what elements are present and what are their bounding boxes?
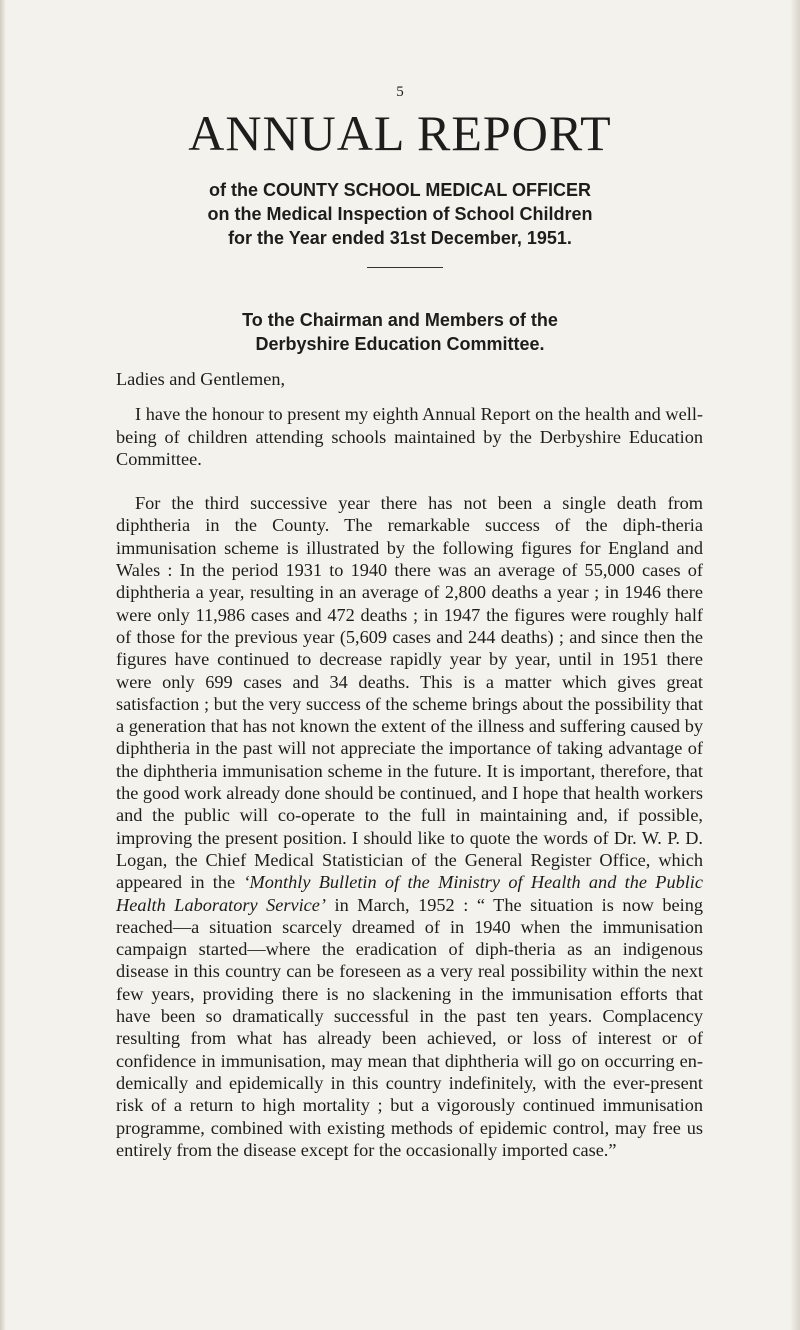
subtitle-line: for the Year ended 31st December, 1951. (228, 228, 572, 248)
paragraph-diphtheria (116, 492, 703, 1161)
page-number: 5 (396, 84, 404, 100)
report-body (116, 368, 703, 1161)
subtitle-line: on the Medical Inspection of School Children (207, 204, 593, 224)
paragraph-introduction: I have the honour to present my eighth Annual Report on the health and well-being of children attending schools maintained by the Derbyshire Education Committee. (116, 404, 703, 469)
salutation: Ladies and Gentlemen, (116, 369, 286, 389)
addressee (0, 308, 800, 356)
publication-title: ‘Monthly Bulletin of the Ministry of Health and the Public Health Laboratory Service’ (116, 872, 703, 915)
report-title: ANNUAL REPORT (188, 105, 612, 161)
addressee-line: Derbyshire Education Committee. (255, 334, 545, 354)
subtitle-line: of the COUNTY SCHOOL MEDICAL OFFICER (208, 180, 591, 200)
report-subtitle (0, 178, 800, 250)
addressee-line: To the Chairman and Members of the (242, 310, 558, 330)
divider-rule (367, 267, 443, 268)
paragraph-text: in March, 1952 : “ The situation is now being reached—a situation scarcely dreamed of in 1940 when the immunisation campaign started—where the eradication of diph-theria as an indigenous disease in this country can be foreseen as a very real possibility within the next few years, providing there is no slackening in the immunisation efforts that have been so dramatically successful in the past ten years. Complacency resulting from what has already been achieved, or loss of interest or of confidence in immunisation, may mean that diphtheria will go on occurring en-demically and epidemically in this country indefinitely, with the ever-present risk of a return to high mortality ; but a vigorously continued immunisation programme, combined with existing methods of epidemic control, may free us entirely from the disease except for the occasionally imported case.” (116, 894, 704, 1160)
paragraph-text: For the third successive year there has not been a single death from diphtheria in the County. The remarkable success of the diph-theria immunisation scheme is illustrated by the following figures for England and Wales : In the period 1931 to 1940 there was an average of 55,000 cases of diphtheria a year, resulting in an average of 2,800 deaths a year ; in 1946 there were only 11,986 cases and 472 deaths ; in 1947 the figures were roughly half of those for the previous year (5,609 cases and 244 deaths) ; and since then the figures have continued to decrease rapidly year by year, until in 1951 there were only 699 cases and 34 deaths. This is a matter which gives great satisfaction ; but the very success of the scheme brings about the possibility that a generation that has not known the extent of the illness and suffering caused by diphtheria in the past will not appreciate the importance of taking advantage of the diphtheria immunisation scheme in the future. It is important, therefore, that the good work already done should be continued, and I hope that health workers and the public will co-operate to the full in maintaining and, if possible, improving the present position. I should like to quote the words of Dr. W. P. D. Logan, the Chief Medical Statistician of the General Register Office, which appeared in the (116, 493, 703, 893)
